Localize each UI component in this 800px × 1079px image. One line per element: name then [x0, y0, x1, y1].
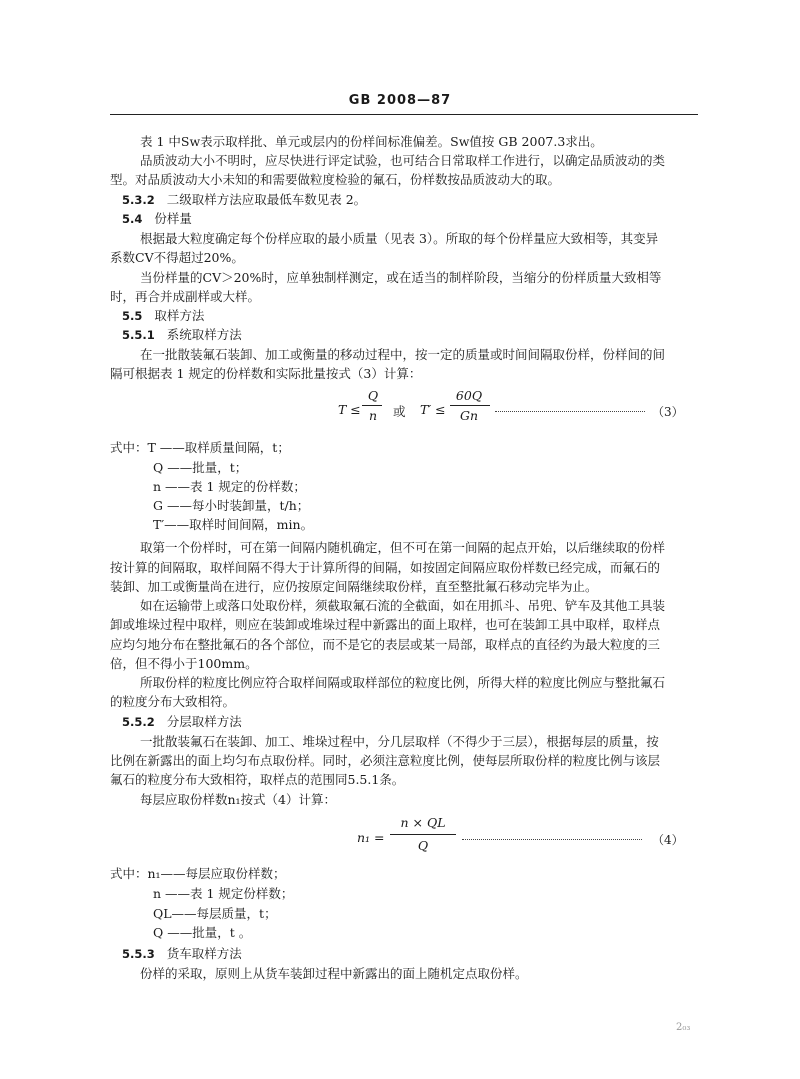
leader-dots: [462, 839, 642, 840]
formula-lhs: T ≤: [338, 402, 361, 417]
paragraph-line: 每层应取份样数n₁按式（4）计算：: [140, 792, 337, 807]
section-number: 5.5.1: [122, 328, 155, 342]
paragraph-line: 品质波动大小不明时，应尽快进行评定试验，也可结合日常取样工作进行，以确定品质波动的类: [140, 153, 666, 168]
paragraph-line: 装卸、加工或衡量尚在进行，应仍按原定间隔继续取份样，直至整批氟石移动完毕为止。: [110, 579, 598, 594]
section-number: 5.5.3: [122, 947, 155, 961]
leader-dots: [495, 411, 645, 412]
equation-number: （4）: [652, 833, 684, 847]
formula-or: 或: [393, 404, 406, 419]
paragraph-line: 当份样量的CV＞20%时，应单独制样测定，或在适当的制样阶段，当缩分的份样质量大致相等: [140, 270, 662, 285]
section-heading-5-4: [122, 211, 192, 227]
where-line: G ——每小时装卸量，t/h；: [153, 498, 310, 513]
paragraph-line: 一批散装氟石在装卸、加工、堆垛过程中，分几层取样（不得少于三层），根据每层的质量，按: [140, 734, 659, 749]
formula-numerator: 60Q: [455, 388, 483, 403]
section-heading-5-3-2: [122, 192, 366, 208]
paragraph-line: 在一批散装氟石装卸、加工或衡量的移动过程中，按一定的质量或时间间隔取份样，份样间的间: [140, 347, 666, 362]
paragraph-line: 倍，但不得小于100mm。: [110, 656, 258, 671]
paragraph-line: 如在运输带上或落口处取份样，须截取氟石流的全截面，如在用抓斗、吊兜、铲车及其他工具装: [140, 598, 666, 613]
section-title: 取样方法: [154, 308, 205, 323]
formula-denominator: Gn: [459, 408, 479, 423]
section-number: 5.5.2: [122, 715, 155, 729]
paragraph-line: 型。对品质波动大小未知的和需要做粒度检验的氟石，份样数按品质波动大的取。: [110, 172, 561, 187]
section-number: 5.4: [122, 212, 143, 226]
section-heading-5-5-2: [122, 714, 242, 730]
paragraph-line: 所取份样的粒度比例应符合取样间隔或取样部位的粒度比例，所得大样的粒度比例应与整批氟石: [140, 675, 666, 690]
paragraph-line: 份样的采取，原则上从货车装卸过程中新露出的面上随机定点取份样。: [140, 966, 528, 981]
section-heading-5-5-1: [122, 327, 242, 343]
section-title: 二级取样方法应取最低车数见表 2。: [166, 192, 367, 207]
paragraph-line: 按计算的间隔取，取样间隔不得大于计算所得的间隔，如按固定间隔应取份样数已经完成，而氟石的: [110, 560, 661, 575]
section-heading-5-5-3: [122, 946, 242, 962]
paragraph-line: 隔可根据表 1 规定的份样数和实际批量按式（3）计算：: [110, 366, 422, 381]
standard-header: GB 2008—87: [348, 93, 452, 108]
formula-denominator: n: [368, 408, 378, 423]
paragraph-line: 应均匀地分布在整批氟石的各个部位，而不是它的表层或某一局部，取样点的直径约为最大粒度的三: [110, 637, 661, 652]
fraction-bar: [450, 405, 490, 406]
formula-lhs: T′ ≤: [420, 402, 446, 417]
section-number: 5.5: [122, 309, 143, 323]
equation-number: （3）: [652, 405, 684, 419]
paragraph-line: 比例在新露出的面上均匀布点取份样。同时，必须注意粒度比例，使每层所取份样的粒度比例与该层: [110, 753, 661, 768]
formula-numerator: n × QL: [400, 815, 446, 830]
page-number: 2₀₃: [676, 1022, 691, 1033]
where-line: n ——表 1 规定的份样数；: [153, 479, 306, 494]
formula-lhs: n₁ =: [357, 830, 385, 845]
section-title: 货车取样方法: [166, 946, 242, 961]
paragraph-line: 取第一个份样时，可在第一间隔内随机确定，但不可在第一间隔的起点开始，以后继续取的份样: [140, 540, 666, 555]
where-line: 式中：T ——取样质量间隔，t；: [110, 440, 290, 455]
paragraph-line: 表 1 中Sw表示取样批、单元或层内的份样间标准偏差。Sw值按 GB 2007.3求出。: [140, 134, 603, 149]
paragraph-line: 系数CV不得超过20%。: [110, 250, 244, 265]
where-line: Q ——批量，t；: [153, 460, 248, 475]
where-line: T′——取样时间间隔，min。: [153, 517, 314, 532]
formula-denominator: Q: [417, 838, 429, 853]
where-line: n ——表 1 规定份样数；: [153, 886, 294, 901]
paragraph-line: 卸或堆垛过程中取样，则应在装卸或堆垛过程中新露出的面上取样，也可在装卸工具中取样，取样点: [110, 617, 661, 632]
where-line: Q ——批量，t 。: [153, 925, 252, 940]
fraction-bar: [362, 405, 382, 406]
where-line: QL——每层质量，t；: [153, 906, 277, 921]
section-title: 系统取样方法: [166, 327, 242, 342]
paragraph-line: 氟石的粒度分布大致相符，取样点的范围同5.5.1条。: [110, 772, 405, 787]
where-line: 式中：n₁——每层应取份样数；: [110, 866, 286, 881]
fraction-bar: [390, 834, 456, 835]
header-rule: [110, 114, 698, 115]
section-heading-5-5: [122, 308, 204, 324]
paragraph-line: 时，再合并成副样或大样。: [110, 289, 261, 304]
section-title: 分层取样方法: [166, 714, 242, 729]
paragraph-line: 的粒度分布大致相符。: [110, 694, 236, 709]
section-title: 份样量: [154, 211, 192, 226]
paragraph-line: 根据最大粒度确定每个份样应取的最小质量（见表 3）。所取的每个份样量应大致相等，其变异: [140, 231, 659, 246]
section-number: 5.3.2: [122, 193, 155, 207]
formula-numerator: Q: [367, 388, 379, 403]
